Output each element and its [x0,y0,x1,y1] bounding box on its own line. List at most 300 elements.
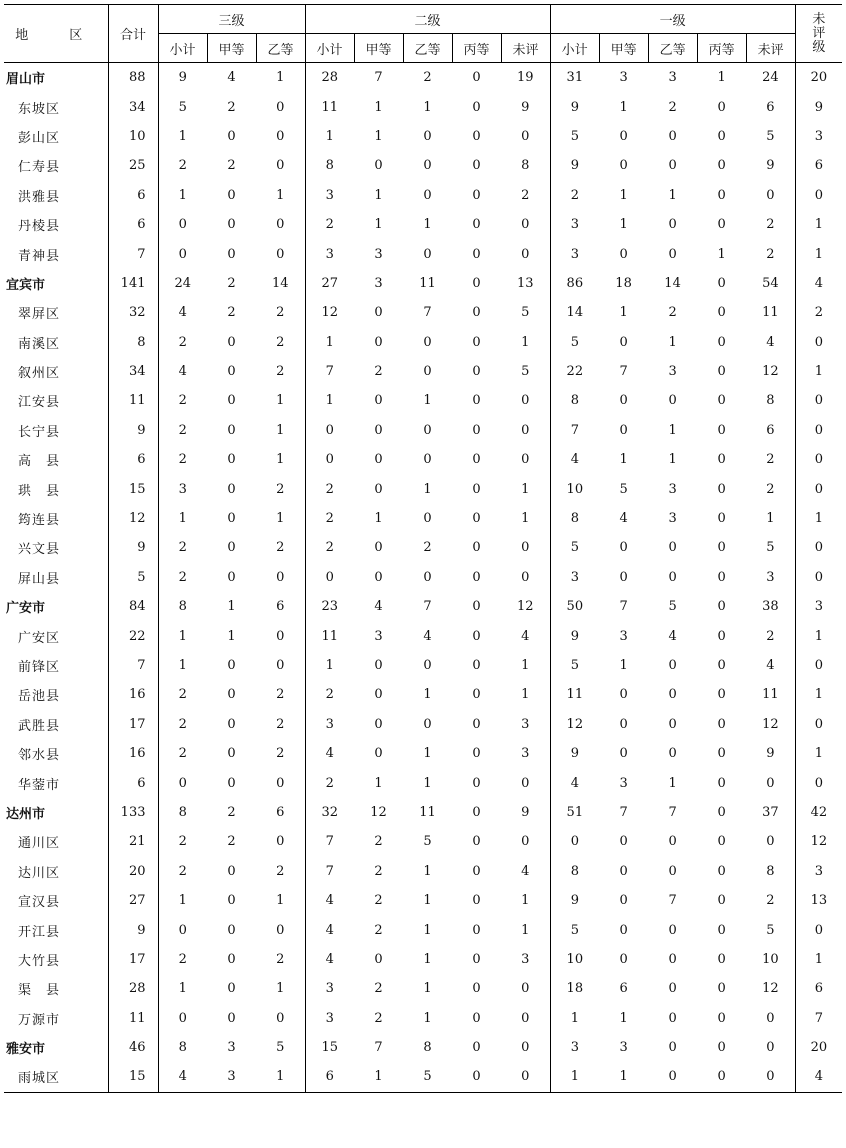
cell-value: 0 [227,746,236,762]
cell-value: 0 [668,1040,677,1056]
cell-value: 0 [717,687,726,703]
cell-value: 133 [108,798,158,827]
cell-value: 4 [619,511,628,527]
cell-value: 0 [717,658,726,673]
cell-value: 2 [178,834,187,850]
cell-value: 10 [566,481,584,497]
cell-value: 0 [668,687,677,703]
cell-value: 15 [108,1062,158,1092]
cell-value: 1 [501,651,550,680]
cell-value: 1 [501,504,550,533]
cell-value: 34 [108,92,158,121]
cell-value: 1 [423,1010,432,1026]
cell-value: 0 [452,1062,501,1092]
cell-value: 0 [472,393,481,409]
county-row [4,1004,842,1033]
cell-value: 7 [619,599,628,615]
cell-value: 2 [423,540,432,556]
cell-value: 0 [814,716,824,732]
cell-value: 0 [256,122,305,151]
cell-value: 2 [374,1010,383,1026]
cell-value: 7 [570,422,579,438]
cell-value: 5 [746,533,795,562]
cell-value: 3 [814,128,824,144]
cell-value: 0 [619,246,628,262]
hospital-grade-table [4,4,842,1093]
cell-value: 5 [619,481,628,497]
cell-value: 0 [619,422,628,438]
cell-value: 0 [178,775,187,791]
cell-value: 32 [321,804,339,820]
cell-value: 37 [746,798,795,827]
cell-value: 0 [423,716,432,732]
cell-value: 0 [697,1062,746,1092]
cell-value: 0 [472,834,481,850]
cell-value: 0 [814,393,824,409]
cell-value: 1 [423,863,432,879]
cell-value: 25 [108,151,158,180]
cell-value: 1 [814,511,824,527]
cell-value: 9 [570,158,579,174]
cell-value: 5 [403,1062,452,1092]
cell-value: 3 [325,187,334,203]
cell-value: 0 [472,775,481,791]
cell-value: 1 [814,364,824,380]
cell-value: 0 [717,305,726,321]
cell-value: 1 [374,187,383,203]
cell-value: 1 [668,422,677,438]
cell-value: 8 [423,1040,432,1056]
cell-value: 7 [423,599,432,615]
cell-value: 0 [619,540,628,556]
cell-value: 1 [814,628,824,644]
cell-value: 5 [570,128,579,144]
cell-value: 0 [717,217,726,233]
cell-value: 7 [668,804,677,820]
cell-value: 5 [570,334,579,350]
region-name: 渠 县 [4,974,108,1003]
cell-value: 86 [566,275,584,291]
sub-header-g1-a: 甲等 [599,34,648,63]
cell-value: 7 [619,804,628,820]
cell-value: 2 [178,334,187,350]
cell-value: 0 [374,422,383,438]
sub-header-g2-subtotal: 小计 [305,34,354,63]
cell-value: 0 [619,863,628,879]
cell-value: 12 [746,357,795,386]
cell-value: 28 [321,70,339,86]
cell-value: 3 [619,775,628,791]
cell-value: 0 [472,746,481,762]
cell-value: 0 [227,364,236,380]
cell-value: 2 [374,364,383,380]
cell-value: 2 [501,181,550,210]
cell-value: 3 [501,739,550,768]
cell-value: 7 [814,1010,824,1026]
cell-value: 0 [814,187,824,203]
header-unrated-text: 未评级 [812,11,826,55]
region-name: 筠连县 [4,504,108,533]
cell-value: 0 [423,569,432,585]
cell-value: 0 [717,422,726,438]
cell-value: 0 [619,951,628,967]
cell-value: 8 [570,393,579,409]
cell-value: 0 [423,511,432,527]
cell-value: 3 [374,275,383,291]
sub-header-g2-c: 丙等 [452,34,501,63]
cell-value: 54 [746,269,795,298]
cell-value: 0 [668,716,677,732]
cell-value: 0 [472,99,481,115]
cell-value: 7 [374,70,383,86]
cell-value: 1 [423,893,432,909]
cell-value: 11 [108,1004,158,1033]
cell-value: 2 [746,210,795,239]
sub-header-g1-c: 丙等 [697,34,746,63]
region-name: 前锋区 [4,651,108,680]
region-name: 通川区 [4,827,108,856]
region-name: 珙 县 [4,474,108,503]
region-name: 广安区 [4,621,108,650]
cell-value: 3 [207,1062,256,1092]
cell-value: 0 [227,775,236,791]
header-grade-3: 三级 [158,5,305,34]
cell-value: 4 [325,922,334,938]
cell-value: 0 [374,746,383,762]
cell-value: 1 [354,1062,403,1092]
cell-value: 0 [256,1004,305,1033]
cell-value: 0 [501,974,550,1003]
region-name: 华蓥市 [4,768,108,797]
county-row [4,827,842,856]
cell-value: 1 [374,511,383,527]
sub-header-g2-unrated: 未评 [501,34,550,63]
cell-value: 9 [501,798,550,827]
cell-value: 0 [814,422,824,438]
cell-value: 1 [814,951,824,967]
cell-value: 0 [472,716,481,732]
cell-value: 0 [227,716,236,732]
county-row [4,739,842,768]
cell-value: 0 [717,393,726,409]
cell-value: 2 [325,481,334,497]
cell-value: 0 [717,922,726,938]
cell-value: 4 [374,599,383,615]
cell-value: 6 [746,92,795,121]
cell-value: 9 [108,416,158,445]
cell-value: 1 [178,187,187,203]
cell-value: 3 [374,246,383,262]
cell-value: 2 [256,857,305,886]
cell-value: 2 [374,893,383,909]
cell-value: 15 [321,1040,339,1056]
cell-value: 9 [814,99,824,115]
cell-value: 2 [256,328,305,357]
cell-value: 5 [746,122,795,151]
cell-value: 1 [746,504,795,533]
table-header [4,5,842,63]
cell-value: 2 [374,834,383,850]
cell-value: 14 [566,305,584,321]
cell-value: 1 [374,217,383,233]
cell-value: 0 [256,915,305,944]
cell-value: 1 [814,217,824,233]
cell-value: 6 [108,445,158,474]
cell-value: 0 [227,393,236,409]
header-region: 地 区 [4,5,108,63]
cell-value: 42 [810,804,828,820]
cell-value: 2 [746,886,795,915]
cell-value: 0 [668,540,677,556]
cell-value: 0 [472,540,481,556]
cell-value: 31 [566,70,584,86]
cell-value: 0 [619,746,628,762]
cell-value: 2 [178,422,187,438]
cell-value: 0 [423,128,432,144]
cell-value: 8 [570,511,579,527]
cell-value: 0 [717,775,726,791]
county-row [4,504,842,533]
cell-value: 0 [227,687,236,703]
cell-value: 3 [570,217,579,233]
sub-header-g3-b: 乙等 [256,34,305,63]
region-name: 雨城区 [4,1062,108,1092]
cell-value: 12 [370,804,387,820]
cell-value: 1 [599,1062,648,1092]
region-name: 邻水县 [4,739,108,768]
cell-value: 2 [227,834,236,850]
cell-value: 3 [619,628,628,644]
cell-value: 2 [178,540,187,556]
cell-value: 0 [374,658,383,673]
region-name: 南溪区 [4,328,108,357]
cell-value: 0 [717,540,726,556]
cell-value: 0 [501,1004,550,1033]
cell-value: 1 [325,658,334,673]
cell-value: 0 [178,922,187,938]
cell-value: 0 [472,481,481,497]
cell-value: 1 [619,1010,628,1026]
cell-value: 0 [814,540,824,556]
header-total: 合计 [108,5,158,63]
cell-value: 34 [108,357,158,386]
cell-value: 2 [256,710,305,739]
cell-value: 6 [746,416,795,445]
sub-header-g2-b: 乙等 [403,34,452,63]
cell-value: 3 [668,70,677,86]
cell-value: 16 [108,680,158,709]
cell-value: 15 [108,474,158,503]
county-row [4,92,842,121]
cell-value: 2 [256,680,305,709]
cell-value: 1 [619,305,628,321]
cell-value: 7 [423,305,432,321]
cell-value: 0 [746,827,795,856]
region-name: 大竹县 [4,945,108,974]
cell-value: 0 [814,922,824,938]
cell-value: 0 [472,70,481,86]
sub-header-g1-unrated: 未评 [746,34,795,63]
county-row [4,621,842,650]
cell-value: 1 [501,886,550,915]
cell-value: 1 [256,386,305,415]
region-name: 高 县 [4,445,108,474]
cell-value: 0 [256,151,305,180]
cell-value: 1 [501,328,550,357]
cell-value: 1 [423,922,432,938]
cell-value: 0 [746,1033,795,1062]
cell-value: 1 [423,481,432,497]
cell-value: 0 [227,981,236,997]
cell-value: 0 [717,804,726,820]
cell-value: 0 [374,158,383,174]
cell-value: 0 [717,951,726,967]
cell-value: 11 [321,99,339,115]
cell-value: 2 [256,945,305,974]
cell-value: 12 [501,592,550,621]
cell-value: 2 [178,716,187,732]
cell-value: 19 [501,63,550,93]
cell-value: 0 [814,452,824,468]
cell-value: 0 [472,128,481,144]
cell-value: 0 [472,951,481,967]
county-row [4,857,842,886]
cell-value: 3 [325,1010,334,1026]
sub-header-g2-a: 甲等 [354,34,403,63]
cell-value: 0 [472,569,481,585]
cell-value: 4 [795,1062,842,1092]
cell-value: 12 [108,504,158,533]
cell-value: 1 [619,452,628,468]
cell-value: 141 [108,269,158,298]
cell-value: 24 [174,275,192,291]
cell-value: 0 [227,863,236,879]
cell-value: 4 [423,628,432,644]
region-name: 长宁县 [4,416,108,445]
cell-value: 0 [717,128,726,144]
cell-value: 0 [668,951,677,967]
cell-value: 4 [814,275,824,291]
city-row [4,269,842,298]
cell-value: 0 [374,716,383,732]
city-row [4,1033,842,1062]
county-row [4,974,842,1003]
cell-value: 2 [746,445,795,474]
cell-value: 1 [619,658,628,673]
cell-value: 0 [472,628,481,644]
cell-value: 0 [472,275,481,291]
region-name: 武胜县 [4,710,108,739]
cell-value: 24 [746,63,795,93]
cell-value: 0 [227,128,236,144]
cell-value: 0 [472,422,481,438]
cell-value: 0 [472,511,481,527]
cell-value: 2 [746,474,795,503]
cell-value: 1 [227,599,236,615]
region-name: 翠屏区 [4,298,108,327]
cell-value: 4 [178,364,187,380]
cell-value: 0 [374,305,383,321]
cell-value: 3 [501,710,550,739]
cell-value: 1 [668,452,677,468]
cell-value: 4 [227,70,236,86]
cell-value: 0 [423,187,432,203]
cell-value: 1 [501,474,550,503]
cell-value: 0 [256,92,305,121]
cell-value: 3 [227,1040,236,1056]
cell-value: 6 [814,158,824,174]
county-row [4,945,842,974]
cell-value: 2 [178,393,187,409]
cell-value: 1 [717,246,726,262]
cell-value: 0 [668,658,677,673]
cell-value: 0 [717,334,726,350]
cell-value: 1 [325,128,334,144]
cell-value: 0 [501,239,550,268]
cell-value: 5 [501,298,550,327]
cell-value: 0 [668,217,677,233]
header-grade-1: 一级 [550,5,795,34]
cell-value: 2 [227,275,236,291]
cell-value: 13 [810,893,828,909]
cell-value: 1 [423,951,432,967]
cell-value: 9 [746,151,795,180]
cell-value: 16 [108,739,158,768]
cell-value: 11 [746,680,795,709]
county-row [4,357,842,386]
cell-value: 0 [256,239,305,268]
cell-value: 0 [374,569,383,585]
cell-value: 0 [472,922,481,938]
cell-value: 0 [501,768,550,797]
cell-value: 0 [472,334,481,350]
cell-value: 1 [374,128,383,144]
cell-value: 0 [717,893,726,909]
cell-value: 0 [814,569,824,585]
cell-value: 0 [472,246,481,262]
cell-value: 0 [256,563,305,592]
cell-value: 7 [668,893,677,909]
cell-value: 0 [501,1033,550,1062]
county-row [4,915,842,944]
cell-value: 0 [501,445,550,474]
cell-value: 4 [570,775,579,791]
cell-value: 51 [566,804,584,820]
cell-value: 0 [178,217,187,233]
cell-value: 3 [178,481,187,497]
cell-value: 0 [619,334,628,350]
cell-value: 2 [227,99,236,115]
cell-value: 0 [717,599,726,615]
county-row [4,122,842,151]
cell-value: 0 [227,658,236,673]
cell-value: 8 [325,158,334,174]
cell-value: 1 [668,775,677,791]
cell-value: 2 [256,474,305,503]
cell-value: 0 [501,827,550,856]
cell-value: 10 [108,122,158,151]
cell-value: 1 [501,680,550,709]
cell-value: 9 [570,746,579,762]
cell-value: 0 [619,834,628,850]
cell-value: 14 [664,275,681,291]
cell-value: 3 [501,945,550,974]
cell-value: 0 [472,452,481,468]
cell-value: 1 [570,1010,579,1026]
cell-value: 4 [325,746,334,762]
cell-value: 17 [108,945,158,974]
cell-value: 0 [717,981,726,997]
